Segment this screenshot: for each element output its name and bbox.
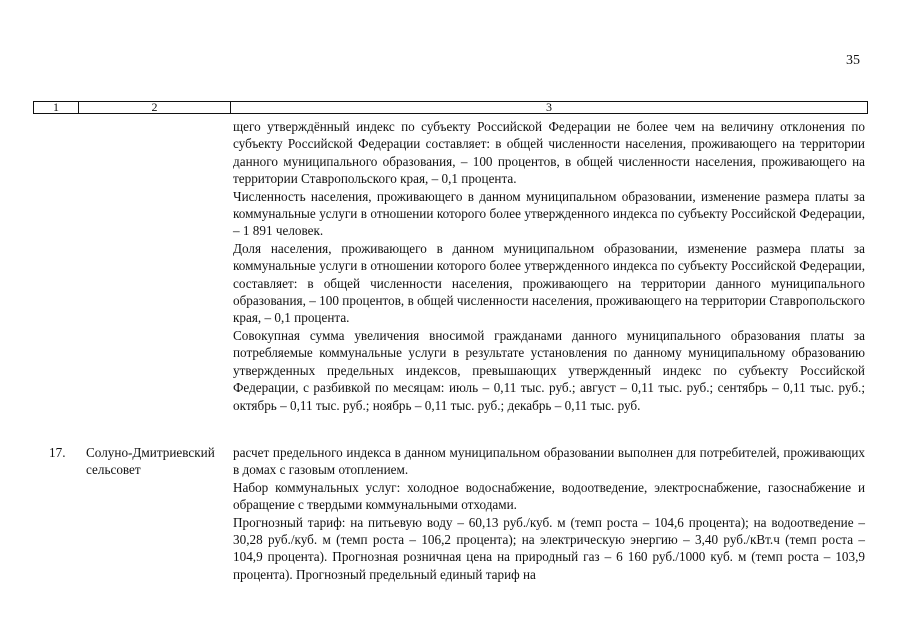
paragraph: Прогнозный тариф: на питьевую воду – 60,13 руб./куб. м (темп роста – 104,6 процента); на водоотведение – 30,28 руб./куб. м (темп роста – 106,2 процента); на электрическую энергию – 3,40 руб./кВт.ч (темп роста – 104,9 процента). Прогнозная розничная цена на природный газ – 6 160 руб./1000 куб. м (темп роста – 103,9 процента). Прогнозный предельный единый тариф на	[233, 514, 865, 582]
paragraph: Численность населения, проживающего в данном муниципальном образовании, изменение размера платы за коммунальные услуги в отношении которого более утвержденного индекса по субъекту Российской Федерации, – 1 891 человек.	[233, 188, 865, 239]
header-col-3: 3	[546, 100, 552, 114]
paragraph: щего утверждённый индекс по субъекту Российской Федерации не более чем на величину отклонения по субъекту Российской Федерации составляет: в общей численности населения, проживающего на территории данного муниципального образования, – 100 процентов, в общей численности населения, проживающего на территории Ставропольского края, – 0,1 процента.	[233, 119, 865, 187]
paragraph: Совокупная сумма увеличения вносимой гражданами данного муниципального образования платы за потребляемые коммунальные услуги в результате установления по данному муниципальному образованию утвержденных предельных индексов, превышающих утвержденный индекс по субъекту Российской Федерации, с разбивкой по месяцам: июль – 0,11 тыс. руб.; август – 0,11 тыс. руб.; сентябрь – 0,11 тыс. руб.; октябрь – 0,11 тыс. руб.; ноябрь – 0,11 тыс. руб.; декабрь – 0,11 тыс. руб.	[233, 327, 865, 413]
table-header-row	[33, 101, 868, 114]
header-col-2: 2	[79, 102, 231, 113]
municipality-name: Солуно-Дмитриевский сельсовет	[86, 445, 215, 478]
continuation-text	[233, 118, 865, 414]
paragraph: расчет предельного индекса в данном муниципальном образовании выполнен для потребителей, проживающих в домах с газовым отоплением.	[233, 445, 865, 478]
row-description	[233, 444, 865, 583]
row-number: 17.	[49, 445, 66, 460]
header-col-1: 1	[34, 102, 79, 113]
page-number: 35	[846, 53, 860, 68]
paragraph: Доля населения, проживающего в данном муниципальном образовании, изменение размера платы за коммунальные услуги в отношении которого более утвержденного индекса по субъекту Российской Федерации, составляет: в общей численности населения, проживающего на территории данного муниципального образования, – 100 процентов, в общей численности населения, проживающего на территории Ставропольского края, – 0,1 процента.	[233, 240, 865, 326]
paragraph: Набор коммунальных услуг: холодное водоснабжение, водоотведение, электроснабжение, газоснабжение и обращение с твердыми коммунальными отходами.	[233, 479, 865, 513]
